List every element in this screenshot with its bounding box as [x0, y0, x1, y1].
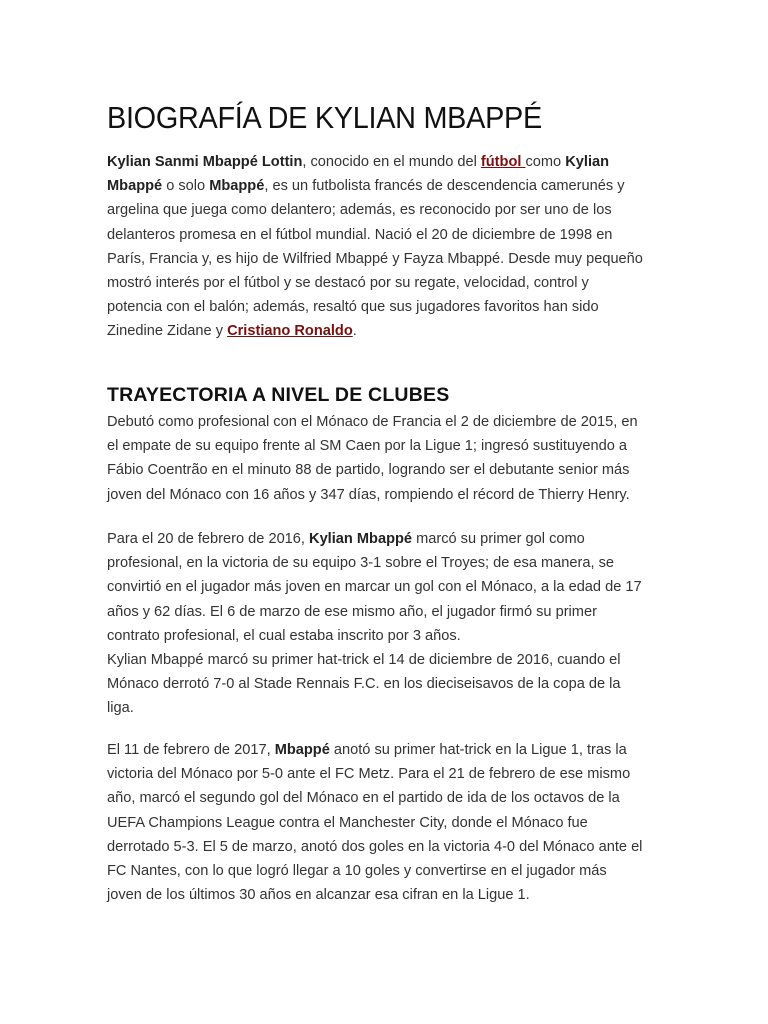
intro-bold: Kylian [565, 154, 610, 170]
page-title: BIOGRAFÍA DE KYLIAN MBAPPÉ [107, 100, 542, 135]
paragraph-line: FC Nantes, con lo que logró llegar a 10 goles y convertirse en el jugador más [107, 863, 607, 880]
paragraph-line [107, 527, 667, 551]
intro-line-1 [107, 150, 667, 174]
intro-line-4: delanteros promesa en el fútbol mundial. Nació el 20 de diciembre de 1998 en [107, 226, 613, 243]
paragraph-hat-trick [107, 738, 667, 907]
paragraph-line: joven del Mónaco con 16 años y 347 días, rompiendo el récord de Thierry Henry. [107, 486, 630, 503]
paragraph-line: año, marcó el segundo gol del Mónaco en el partido de ida de los octavos de la [107, 790, 620, 807]
intro-line-2 [107, 174, 667, 198]
paragraph-line: liga. [107, 700, 134, 717]
intro-paragraph [107, 150, 667, 344]
intro-line-3: argelina que juega como delantero; además, es reconocido por ser uno de los [107, 202, 612, 219]
paragraph-line: convirtió en el jugador más joven en marcar un gol con el Mónaco, a la edad de 17 [107, 579, 642, 596]
intro-bold-name: Kylian Sanmi Mbappé Lottin [107, 154, 303, 170]
paragraph-line: contrato profesional, el cual estaba inscrito por 3 años. [107, 627, 461, 644]
paragraph-line: UEFA Champions League contra el Manchester City, donde el Mónaco fue [107, 814, 588, 831]
paragraph-text: marcó su primer gol como [412, 531, 585, 547]
intro-text: como [525, 154, 566, 170]
intro-text: , conocido en el mundo del [302, 154, 481, 170]
intro-text: Zinedine Zidane y [107, 323, 228, 340]
intro-line-8 [107, 319, 667, 343]
intro-bold: Mbappé [107, 178, 163, 195]
paragraph-bold: Mbappé [274, 742, 330, 758]
futbol-link[interactable]: fútbol [480, 154, 526, 170]
paragraph-line: Fábio Coentrão en el minuto 88 de partido, logrando ser el debutante senior más [107, 462, 630, 479]
intro-line-5: París, Francia y, es hijo de Wilfried Mbappé y Fayza Mbappé. Desde muy pequeño [107, 250, 643, 267]
paragraph-text: anotó su primer hat-trick en la Ligue 1, tras la [329, 742, 627, 758]
paragraph-line: Mónaco derrotó 7-0 al Stade Rennais F.C. en los dieciseisavos de la copa de la [107, 676, 621, 693]
paragraph-line: el empate de su equipo frente al SM Caen por la Ligue 1; ingresó sustituyendo a [107, 438, 628, 455]
intro-line-6: mostró interés por el fútbol y se destacó por su regate, velocidad, control y [107, 275, 589, 292]
paragraph-line: profesional, en la victoria de su equipo 3-1 sobre el Troyes; de esa manera, se [107, 555, 615, 572]
paragraph-line: Debutó como profesional con el Mónaco de Francia el 2 de diciembre de 2015, en [107, 414, 638, 430]
paragraph-text: El 11 de febrero de 2017, [107, 742, 275, 758]
paragraph-line [107, 738, 667, 762]
paragraph-text: Para el 20 de febrero de 2016, [107, 531, 310, 547]
intro-line-7: potencia con el balón; además, resaltó que sus jugadores favoritos han sido [107, 299, 599, 316]
intro-text: o solo [162, 178, 210, 195]
paragraph-bold: Kylian Mbappé [309, 531, 413, 547]
intro-bold: Mbappé [209, 178, 265, 195]
paragraph-line: derrotado 5-3. El 5 de marzo, anotó dos goles en la victoria 4-0 del Mónaco ante el [107, 838, 643, 855]
paragraph-debut [107, 410, 667, 507]
paragraph-line: joven de los últimos 30 años en alcanzar esa cifran en la Ligue 1. [107, 887, 530, 904]
intro-text: , es un futbolista francés de descendencia camerunés y [264, 178, 625, 195]
section-title: TRAYECTORIA A NIVEL DE CLUBES [107, 384, 450, 406]
intro-text: . [352, 323, 357, 340]
paragraph-line: victoria del Mónaco por 5-0 ante el FC Metz. Para el 21 de febrero de ese mismo [107, 766, 631, 783]
paragraph-line: años y 62 días. El 6 de marzo de ese mismo año, el jugador firmó su primer [107, 603, 597, 620]
cristiano-ronaldo-link[interactable]: Cristiano Ronaldo [227, 323, 353, 340]
paragraph-first-goal [107, 527, 667, 721]
paragraph-line: Kylian Mbappé marcó su primer hat-trick el 14 de diciembre de 2016, cuando el [107, 652, 621, 669]
